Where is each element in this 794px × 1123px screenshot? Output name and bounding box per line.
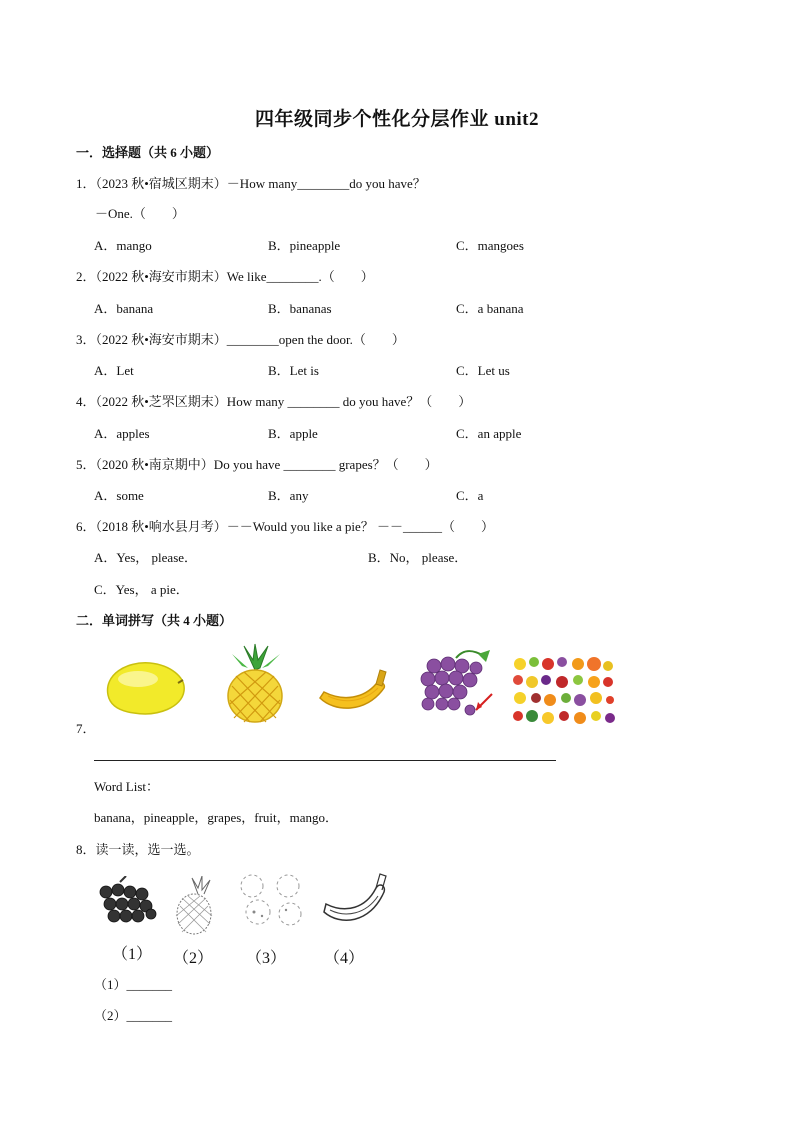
question-7-answer-line[interactable] — [94, 760, 556, 761]
question-1-stem: 1．（2023 秋•宿城区期末）－How many________do you have？ — [76, 176, 426, 191]
question-4-stem: 4．（2022 秋•芝罘区期末）How many ________ do you have？（ ） — [76, 394, 472, 409]
question-1-option-a: A．mango — [94, 238, 152, 253]
picture-label-1: （1） — [112, 946, 153, 963]
question-3-option-b: B．Let is — [268, 363, 319, 378]
question-2-option-b: B．bananas — [268, 301, 332, 316]
question-3-option-c: C．Let us — [456, 363, 510, 378]
question-3-stem: 3．（2022 秋•海安市期末）________open the door.（ ） — [76, 332, 405, 347]
section-heading-spelling: 二．单词拼写（共 4 小题） — [76, 613, 233, 628]
question-4-option-b: B．apple — [268, 426, 318, 441]
question-8-stem: 8．读一读，选一选。 — [76, 842, 200, 857]
question-5-option-b: B．any — [268, 488, 309, 503]
pineapple-picture — [222, 642, 288, 724]
section-heading-choice: 一．选择题（共 6 小题） — [76, 145, 220, 160]
picture-label-2: （2） — [173, 950, 214, 967]
question-2-stem: 2．（2022 秋•海安市期末）We like________.（ ） — [76, 269, 374, 284]
question-4-option-a: A．apples — [94, 426, 150, 441]
banana-sketch-picture — [318, 870, 392, 928]
question-1-option-c: C．mangoes — [456, 238, 524, 253]
question-6-stem: 6．（2018 秋•响水县月考）－－Would you like a pie？ －－______（ ） — [76, 519, 495, 534]
picture-label-3: （3） — [246, 950, 287, 967]
question-8-blank-1[interactable]: （1）_______ — [94, 977, 173, 992]
banana-picture — [314, 664, 396, 720]
question-8-blank-2[interactable]: （2）_______ — [94, 1008, 173, 1023]
oranges-sketch-picture — [234, 872, 308, 928]
picture-label-4: （4） — [324, 950, 365, 967]
question-5-stem: 5．（2020 秋•南京期中）Do you have ________ grapes？（ ） — [76, 457, 438, 472]
question-2-option-a: A．banana — [94, 301, 154, 316]
fruit-picture — [510, 654, 616, 730]
mango-picture — [98, 655, 188, 721]
grapes-picture — [412, 644, 498, 720]
question-6-option-b: B．No， please． — [368, 550, 468, 565]
question-5-option-c: C．a — [456, 488, 484, 503]
question-7-number: 7． — [76, 721, 96, 736]
grapes-sketch-picture — [96, 876, 160, 928]
question-5-option-a: A．some — [94, 488, 144, 503]
pineapple-sketch-picture — [172, 876, 220, 936]
word-list-label: Word List： — [94, 779, 160, 794]
question-4-option-c: C．an apple — [456, 426, 522, 441]
word-list: banana，pineapple，grapes，fruit，mango． — [94, 810, 339, 825]
question-3-option-a: A．Let — [94, 363, 134, 378]
question-1-answer: －One.（ ） — [95, 206, 185, 221]
question-6-option-c: C．Yes， a pie． — [94, 582, 189, 597]
question-2-option-c: C．a banana — [456, 301, 524, 316]
question-1-option-b: B．pineapple — [268, 238, 341, 253]
question-6-option-a: A．Yes， please． — [94, 550, 198, 565]
page-title: 四年级同步个性化分层作业 unit2 — [255, 109, 539, 130]
